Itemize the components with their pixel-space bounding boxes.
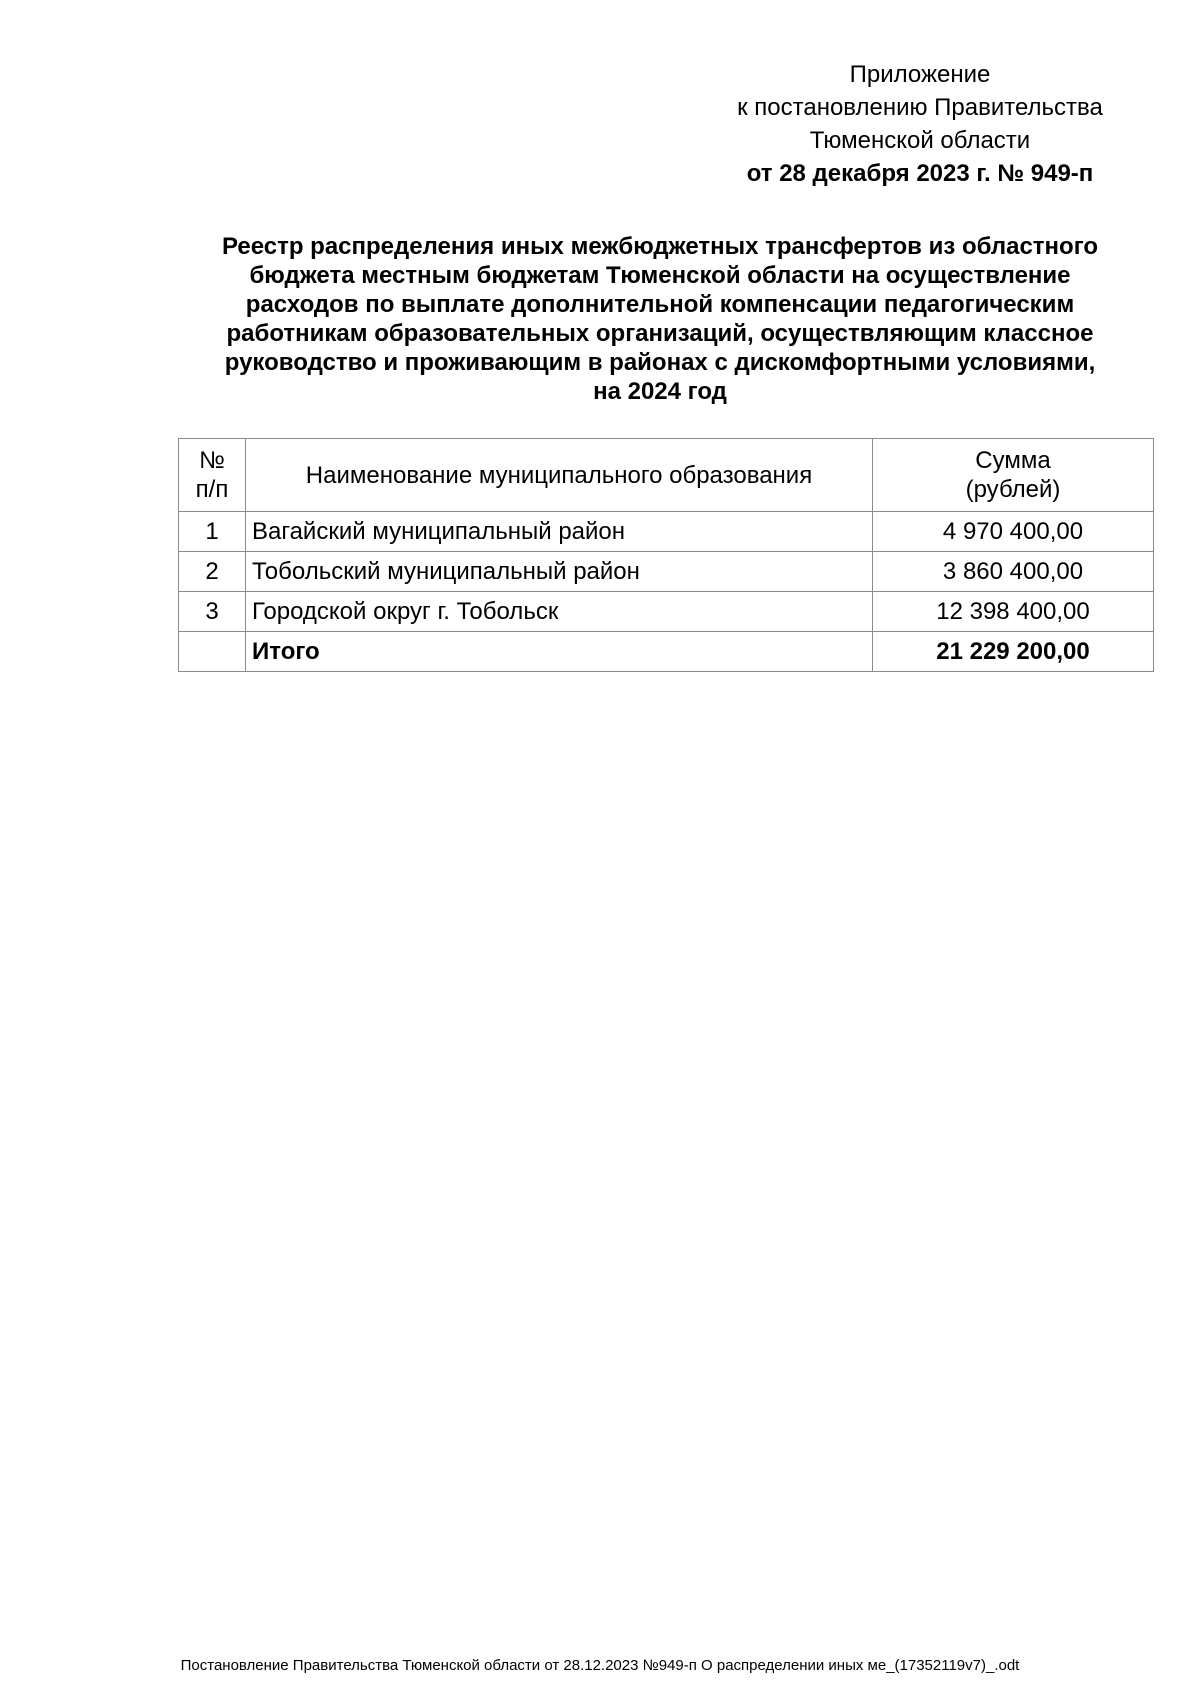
table-header-row <box>179 439 1154 512</box>
annex-reference: к постановлению Правительства <box>737 94 1103 121</box>
row-municipality: Тобольский муниципальный район <box>246 552 873 592</box>
row-number: 2 <box>179 552 246 592</box>
title-line: бюджета местным бюджетам Тюменской области на осуществление <box>249 262 1071 289</box>
annex-region: Тюменской области <box>809 127 1031 154</box>
header-sum <box>873 439 1154 512</box>
total-label: Итого <box>246 632 873 672</box>
total-row <box>179 632 1154 672</box>
title-line: руководство и проживающим в районах с дискомфортными условиями, <box>224 349 1096 376</box>
title-line: на 2024 год <box>593 378 727 405</box>
annex-block <box>700 58 1140 190</box>
header-number-sign: № <box>199 447 225 474</box>
document-title <box>170 232 1150 406</box>
header-name: Наименование муниципального образования <box>246 439 873 512</box>
annex-date: от 28 декабря 2023 г. № 949-п <box>746 160 1094 187</box>
register-table <box>178 438 1154 672</box>
table-row <box>179 592 1154 632</box>
row-number: 3 <box>179 592 246 632</box>
header-sum-unit: (рублей) <box>965 476 1061 503</box>
title-line: Реестр распределения иных межбюджетных трансфертов из областного <box>221 233 1099 260</box>
annex-label: Приложение <box>849 61 991 88</box>
header-number <box>179 439 246 512</box>
table-row <box>179 552 1154 592</box>
title-line: работникам образовательных организаций, осуществляющим классное <box>226 320 1094 347</box>
total-sum: 21 229 200,00 <box>873 632 1154 672</box>
row-sum: 3 860 400,00 <box>873 552 1154 592</box>
page-footer: Постановление Правительства Тюменской области от 28.12.2023 №949-п О распределении иных ме_(17352119v7)_.odt <box>180 1657 1020 1674</box>
header-number-abbr: п/п <box>195 476 229 503</box>
row-municipality: Вагайский муниципальный район <box>246 512 873 552</box>
table-row <box>179 512 1154 552</box>
title-line: расходов по выплате дополнительной компенсации педагогическим <box>245 291 1075 318</box>
row-sum: 4 970 400,00 <box>873 512 1154 552</box>
header-sum-label: Сумма <box>975 447 1051 474</box>
total-number <box>179 632 246 672</box>
row-municipality: Городской округ г. Тобольск <box>246 592 873 632</box>
row-sum: 12 398 400,00 <box>873 592 1154 632</box>
row-number: 1 <box>179 512 246 552</box>
